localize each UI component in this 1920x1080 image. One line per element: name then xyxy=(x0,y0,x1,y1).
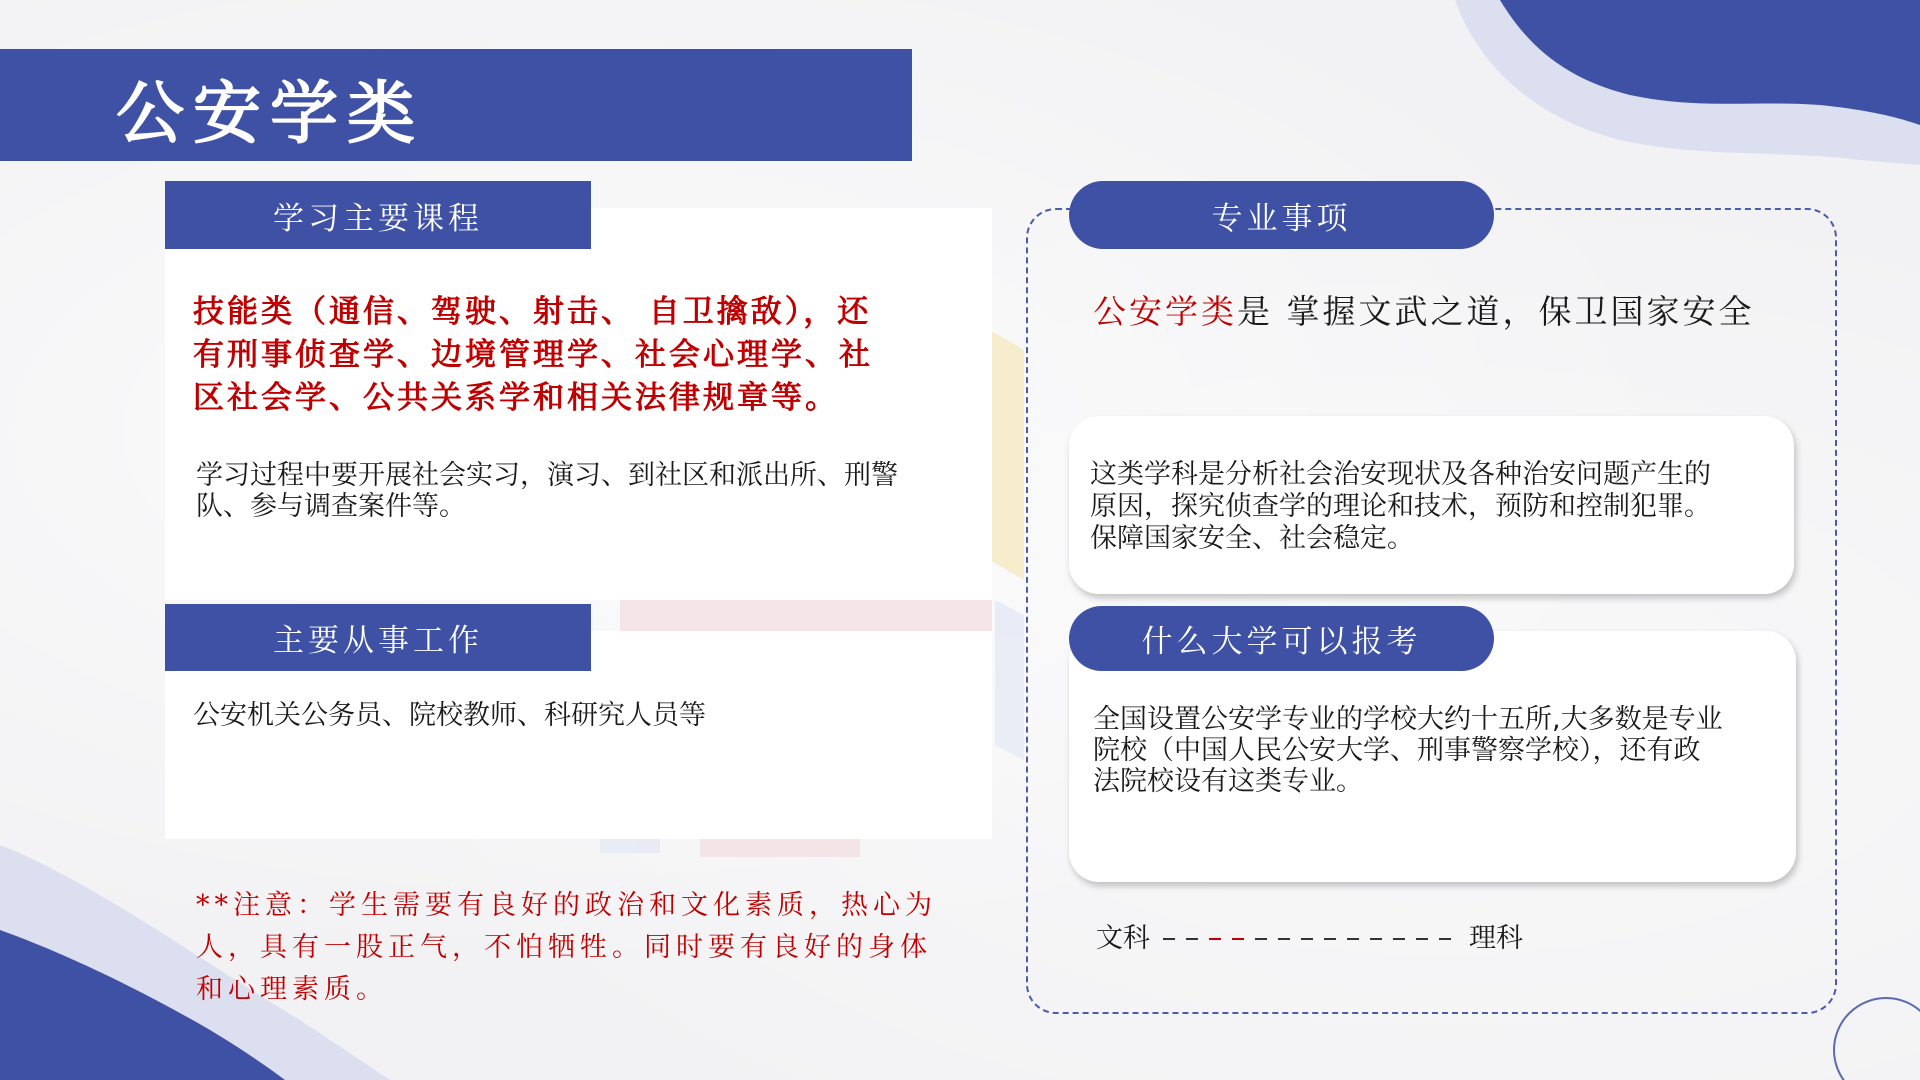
scale-dash xyxy=(1370,938,1382,940)
courses-highlight-line: 区社会学、公共关系学和相关法律规章等。 xyxy=(193,380,839,416)
scale-right-label: 理科 xyxy=(1469,923,1523,954)
tagline-rest: 是 掌握文武之道，保卫国家安全 xyxy=(1237,292,1755,331)
courses-body-text xyxy=(196,460,898,522)
page-title: 公安学类 xyxy=(116,75,425,154)
tagline-highlight: 公安学类 xyxy=(1093,292,1237,331)
matters-header: 专业事项 xyxy=(1069,181,1494,249)
matters-tagline xyxy=(1093,290,1755,334)
note-line: **注意：学生需要有良好的政治和文化素质，热心为 xyxy=(196,890,937,921)
universities-line: 法院校设有这类专业。 xyxy=(1093,766,1363,797)
scale-dash xyxy=(1347,938,1359,940)
title-bar xyxy=(0,49,912,161)
matters-description-line: 这类学科是分析社会治安现状及各种治安问题产生的 xyxy=(1090,459,1711,490)
scale-dash xyxy=(1416,938,1428,940)
courses-body-line: 学习过程中要开展社会实习，演习、到社区和派出所、刑警 xyxy=(196,460,898,491)
universities-text xyxy=(1093,704,1723,797)
matters-description-line: 保障国家安全、社会稳定。 xyxy=(1090,523,1414,554)
scale-dash xyxy=(1324,938,1336,940)
scale-dash xyxy=(1255,938,1267,940)
scale-dash-marked xyxy=(1232,938,1244,940)
note-text xyxy=(196,885,937,1011)
note-line: 和心理素质。 xyxy=(196,974,388,1005)
circle-outline-decoration xyxy=(1834,998,1920,1080)
scale-dash xyxy=(1163,938,1175,940)
courses-highlight-line: 技能类（通信、驾驶、射击、 自卫擒敌），还 xyxy=(193,294,872,330)
scale-dash xyxy=(1301,938,1313,940)
courses-body-line: 队、参与调查案件等。 xyxy=(196,491,466,522)
scale-left-label: 文科 xyxy=(1096,923,1150,954)
scale-dash xyxy=(1186,938,1198,940)
scale-dash xyxy=(1393,938,1405,940)
courses-header: 学习主要课程 xyxy=(165,181,591,249)
matters-description xyxy=(1090,459,1711,555)
jobs-body-text: 公安机关公务员、院校教师、科研究人员等 xyxy=(193,700,706,731)
note-line: 人，具有一股正气，不怕牺牲。同时要有良好的身体 xyxy=(196,932,932,963)
scale-dash-marked xyxy=(1209,938,1221,940)
universities-line: 全国设置公安学专业的学校大约十五所,大多数是专业 xyxy=(1093,704,1723,735)
courses-highlight-text xyxy=(193,291,873,420)
jobs-header: 主要从事工作 xyxy=(165,604,591,671)
scale-track xyxy=(1163,923,1451,955)
scale-dash xyxy=(1439,938,1451,940)
universities-line: 院校（中国人民公安大学、刑事警察学校），还有政 xyxy=(1093,735,1701,766)
matters-description-line: 原因，探究侦查学的理论和技术，预防和控制犯罪。 xyxy=(1090,491,1711,522)
scale-dash xyxy=(1278,938,1290,940)
universities-header: 什么大学可以报考 xyxy=(1069,606,1494,671)
courses-highlight-line: 有刑事侦查学、边境管理学、社会心理学、社 xyxy=(193,337,873,373)
